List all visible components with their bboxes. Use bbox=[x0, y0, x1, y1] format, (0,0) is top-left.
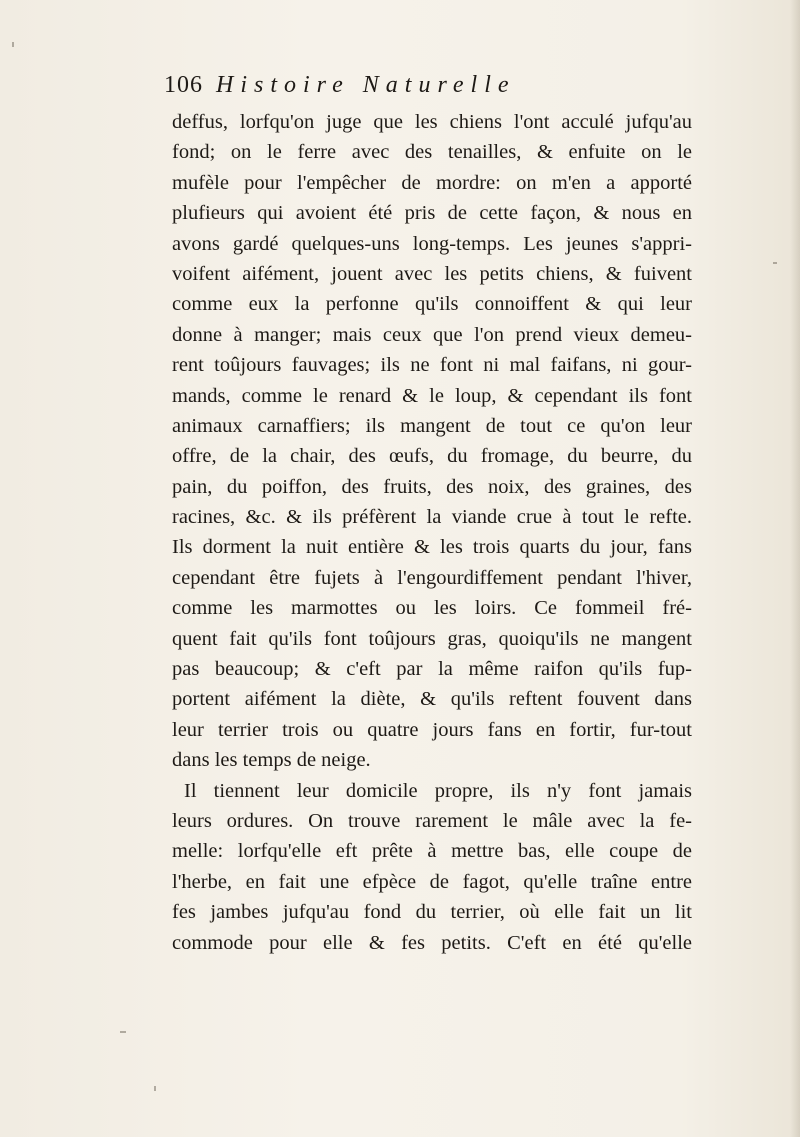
text-line: l'herbe, en fait une efpèce de fagot, qu'elle traîne entre bbox=[172, 870, 692, 893]
text-line: animaux carnaffiers; ils mangent de tout ce qu'on leur bbox=[172, 414, 692, 437]
page-header bbox=[164, 72, 684, 102]
body-text bbox=[172, 107, 692, 958]
paper-speck bbox=[120, 1031, 126, 1033]
text-line: fes jambes jufqu'au fond du terrier, où elle fait un lit bbox=[172, 901, 692, 924]
page-edge-shadow bbox=[790, 0, 800, 1137]
paper-speck bbox=[12, 42, 14, 47]
text-line: portent aifément la diète, & qu'ils reftent fouvent dans bbox=[172, 688, 692, 711]
text-line: plufieurs qui avoient été pris de cette façon, & nous en bbox=[172, 202, 692, 225]
text-line: cependant être fujets à l'engourdiffement pendant l'hiver, bbox=[172, 566, 692, 589]
text-line: Il tiennent leur domicile propre, ils n'y font jamais bbox=[184, 779, 692, 802]
paper-speck bbox=[154, 1086, 156, 1091]
text-line: comme les marmottes ou les loirs. Ce fommeil fré- bbox=[172, 597, 692, 620]
text-line: fond; on le ferre avec des tenailles, & enfuite on le bbox=[172, 141, 692, 164]
text-line: leurs ordures. On trouve rarement le mâle avec la fe- bbox=[172, 809, 692, 832]
text-line: rent toûjours fauvages; ils ne font ni mal faifans, ni gour- bbox=[172, 354, 692, 377]
text-line: racines, &c. & ils préfèrent la viande crue à tout le refte. bbox=[172, 506, 692, 529]
text-line: melle: lorfqu'elle eft prête à mettre bas, elle coupe de bbox=[172, 840, 692, 863]
text-line: pain, du poiffon, des fruits, des noix, des graines, des bbox=[172, 475, 692, 498]
text-line: offre, de la chair, des œufs, du fromage, du beurre, du bbox=[172, 445, 692, 468]
paper-speck bbox=[773, 262, 777, 264]
text-line: voifent aifément, jouent avec les petits chiens, & fuivent bbox=[172, 262, 692, 285]
text-line: mufèle pour l'empêcher de mordre: on m'en a apporté bbox=[172, 171, 692, 194]
text-line: pas beaucoup; & c'eft par la même raifon qu'ils fup- bbox=[172, 658, 692, 681]
text-line: leur terrier trois ou quatre jours fans en fortir, fur-tout bbox=[172, 718, 692, 741]
paragraph-end-line: dans les temps de neige. bbox=[172, 749, 371, 772]
text-line: Ils dorment la nuit entière & les trois quarts du jour, fans bbox=[172, 536, 692, 559]
page-number: 106 bbox=[164, 72, 203, 98]
text-line: commode pour elle & fes petits. C'eft en été qu'elle bbox=[172, 931, 692, 954]
running-title: Histoire Naturelle bbox=[216, 72, 516, 98]
text-line: donne à manger; mais ceux que l'on prend vieux demeu- bbox=[172, 323, 692, 346]
text-line: comme eux la perfonne qu'ils connoiffent & qui leur bbox=[172, 293, 692, 316]
text-line: deffus, lorfqu'on juge que les chiens l'ont acculé jufqu'au bbox=[172, 111, 692, 133]
text-line: quent fait qu'ils font toûjours gras, quoiqu'ils ne mangent bbox=[172, 627, 692, 650]
text-line: avons gardé quelques-uns long-temps. Les jeunes s'appri- bbox=[172, 232, 692, 255]
text-line: mands, comme le renard & le loup, & cependant ils font bbox=[172, 384, 692, 407]
